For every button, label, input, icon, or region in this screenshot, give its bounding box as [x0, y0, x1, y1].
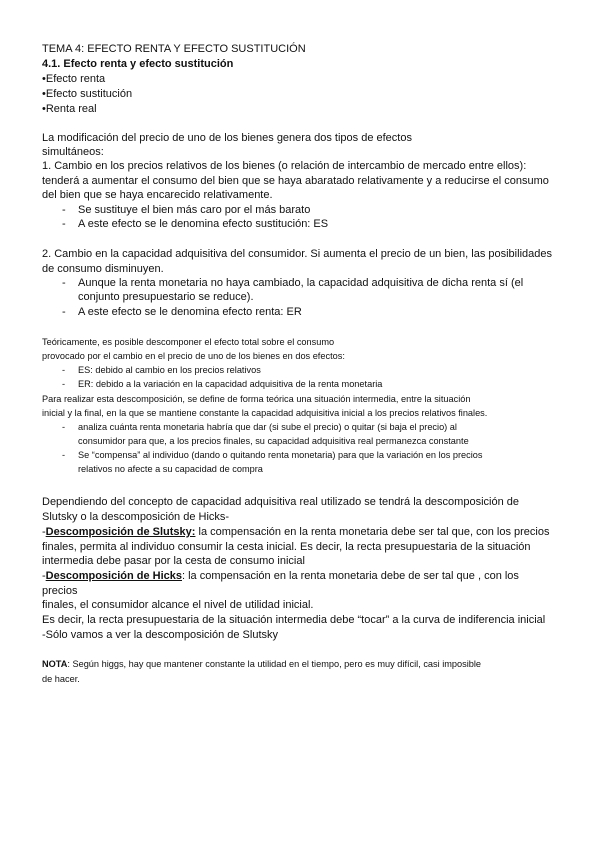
paragraph-line: de consumo disminuyen.: [42, 263, 164, 275]
dash-item: - Aunque la renta monetaria no haya cambiado, la capacidad adquisitiva de dicha renta sí (el: [62, 277, 524, 289]
paragraph-line: 2. Cambio en la capacidad adquisitiva del consumidor. Si aumenta el precio de un bien, las posibilidades: [42, 248, 552, 260]
note-line: NOTA: Según higgs, hay que mantener constante la utilidad en el tiempo, pero es muy difícil, casi imposible: [42, 659, 482, 669]
section-heading: 4.1. Efecto renta y efecto sustitución: [42, 58, 234, 70]
paragraph-line: finales, el consumidor alcance el nivel de utilidad inicial.: [42, 599, 314, 611]
paragraph-line: Dependiendo del concepto de capacidad adquisitiva real utilizado se tendrá la descomposición de: [42, 496, 519, 508]
paragraph-line: Es decir, la recta presupuestaria de la situación intermedia debe “tocar” a la curva de indiferencia inicial: [42, 614, 546, 626]
bullet-item: •Efecto renta: [42, 73, 106, 85]
small-dash-item-continuation: relativos no afecte a su capacidad de compra: [78, 464, 263, 474]
paragraph-line: intermedia debe pasar por la cesta de consumo inicial: [42, 555, 305, 567]
bullet-item: •Efecto sustitución: [42, 88, 133, 100]
dash-item: - A este efecto se le denomina efecto sustitución: ES: [62, 218, 329, 230]
slutsky-definition: -Descomposición de Slutsky: la compensación en la renta monetaria debe ser tal que, con los precios: [42, 526, 550, 538]
dash-item-continuation: conjunto presupuestario se reduce).: [78, 291, 254, 303]
small-dash-item-continuation: consumidor para que, a los precios finales, su capacidad adquisitiva real permanezca constante: [78, 436, 469, 446]
small-paragraph-line: provocado por el cambio en el precio de uno de los bienes en dos efectos:: [42, 351, 345, 361]
bullet-item: •Renta real: [42, 103, 97, 115]
dash-item: - Se sustituye el bien más caro por el más barato: [62, 204, 311, 216]
hicks-term: Descomposición de Hicks: [45, 570, 182, 582]
paragraph-line: precios: [42, 585, 78, 597]
paragraph-line: simultáneos:: [42, 146, 104, 158]
small-paragraph-line: inicial y la final, en la que se mantiene constante la capacidad adquisitiva inicial a los precios relativos finales.: [42, 408, 488, 418]
hicks-definition: -Descomposición de Hicks: la compensación en la renta monetaria debe de ser tal que , con los: [42, 570, 519, 582]
paragraph-line: finales, permita al individuo consumir la cesta inicial. Es decir, la recta presupuestaria de la situación: [42, 541, 531, 553]
paragraph-line: -Sólo vamos a ver la descomposición de Slutsky: [42, 629, 278, 641]
document-title: TEMA 4: EFECTO RENTA Y EFECTO SUSTITUCIÓN: [42, 43, 306, 55]
dash-item: - A este efecto se le denomina efecto renta: ER: [62, 306, 302, 318]
paragraph-line: Slutsky o la descomposición de Hicks-: [42, 511, 230, 523]
note-line: de hacer.: [42, 674, 80, 684]
small-dash-item: - ER: debido a la variación en la capacidad adquisitiva de la renta monetaria: [62, 379, 383, 389]
small-dash-item: - Se “compensa” al individuo (dando o quitando renta monetaria) para que la variación en los precios: [62, 450, 483, 460]
paragraph-line: La modificación del precio de uno de los bienes genera dos tipos de efectos: [42, 132, 412, 144]
small-paragraph-line: Para realizar esta descomposición, se define de forma teórica una situación intermedia, entre la situación: [42, 394, 471, 404]
paragraph-line: 1. Cambio en los precios relativos de los bienes (o relación de intercambio de mercado entre ellos):: [42, 160, 527, 172]
paragraph-line: del bien que se haya encarecido relativamente.: [42, 189, 273, 201]
small-dash-item: - ES: debido al cambio en los precios relativos: [62, 365, 261, 375]
paragraph-line: tenderá a aumentar el consumo del bien que se haya abaratado relativamente y a reducirse el consumo: [42, 175, 549, 187]
slutsky-term: Descomposición de Slutsky:: [45, 526, 196, 538]
note-label: NOTA: [42, 659, 68, 669]
small-dash-item: - analiza cuánta renta monetaria habría que dar (si sube el precio) o quitar (si baja el precio) al: [62, 422, 457, 432]
small-paragraph-line: Teóricamente, es posible descomponer el efecto total sobre el consumo: [42, 337, 335, 347]
